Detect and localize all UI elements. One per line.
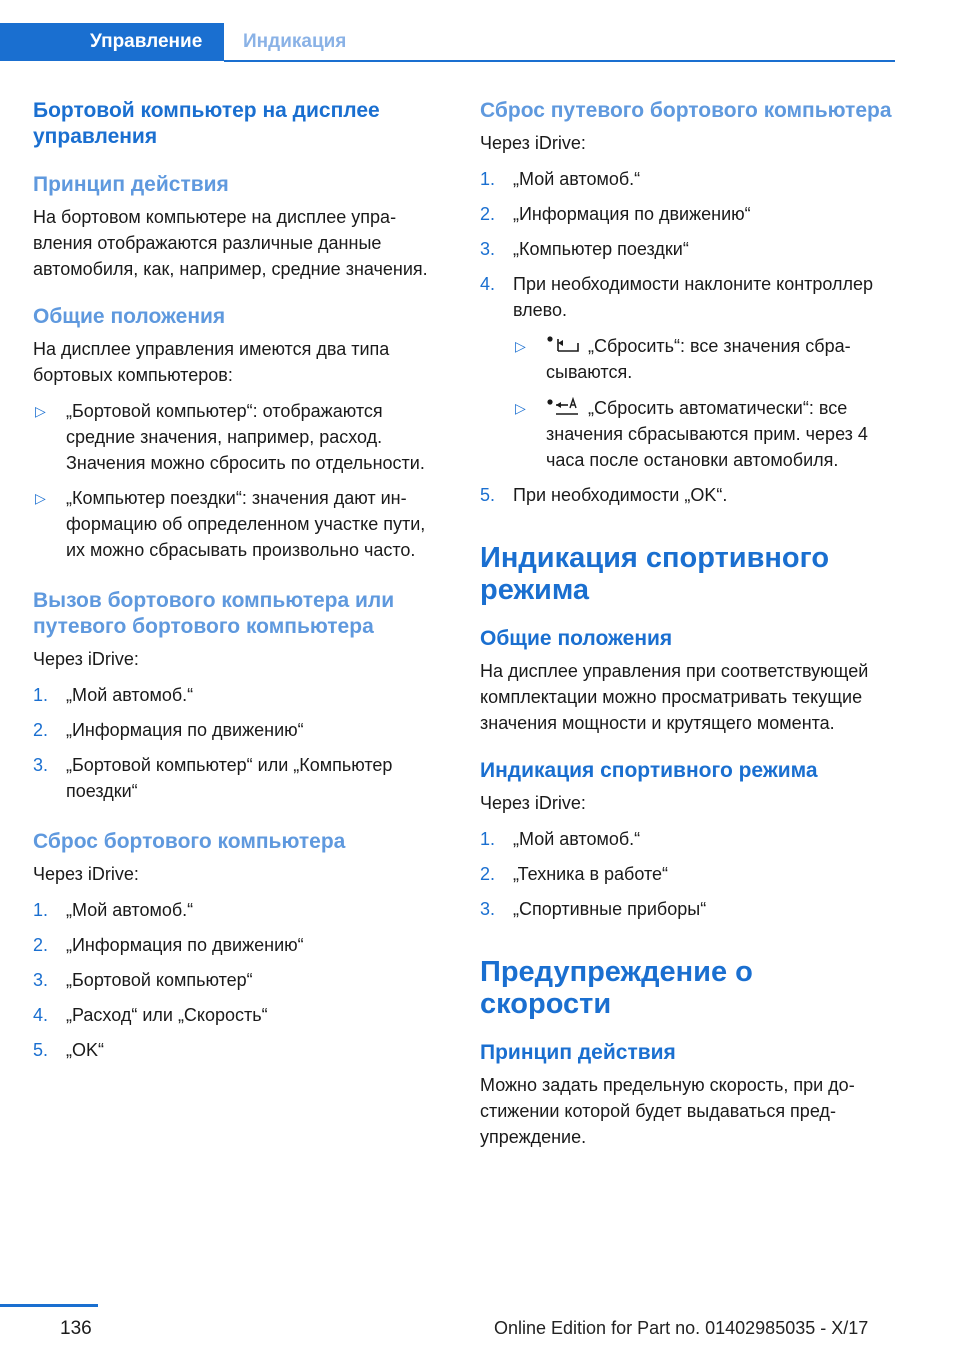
list-item (480, 271, 892, 473)
left-column (33, 98, 445, 1072)
step-text: „Мой автомоб.“ (513, 169, 641, 189)
page-header (0, 0, 960, 64)
list-item (33, 485, 445, 563)
paragraph-via-idrive: Через iDrive: (480, 133, 586, 153)
list-item (33, 1002, 445, 1028)
section-title-general: Общие положения (33, 305, 226, 328)
section-title-sport-display: Индикация спортивного режима (480, 759, 818, 782)
bullet-triangle-icon: ▷ (35, 403, 46, 419)
list-item (480, 826, 892, 852)
step-number: 2. (480, 204, 496, 224)
step-number: 2. (33, 720, 49, 740)
list-item-text: „Компьютер поездки“: значения дают информацию об определенном участке пути, их можно сбрасывать произвольно часто. (66, 488, 426, 560)
auto-reset-icon (546, 397, 582, 417)
step-text: При необходимости наклоните контроллер влево. (513, 274, 874, 320)
trip-reset-steps-list (480, 166, 892, 508)
heading-sport-display: Индикация спортивного режима (480, 542, 830, 606)
step-text: „Мой автомоб.“ (66, 685, 194, 705)
list-item (480, 861, 892, 887)
list-item (480, 896, 892, 922)
section-title-reset-trip-computer: Сброс путевого бортового компьютера (480, 99, 892, 122)
list-item (33, 717, 445, 743)
paragraph-via-idrive: Через iDrive: (480, 793, 586, 813)
sport-steps-list (480, 826, 892, 922)
step-text: „Информация по движению“ (66, 720, 304, 740)
section-title-principle: Принцип действия (33, 173, 229, 196)
list-item-text: „Сбросить автоматически“: все значения сбрасываются прим. через 4 часа после остановки автомобиля. (546, 398, 868, 470)
step-text: „Бортовой компьютер“ (66, 970, 253, 990)
list-item (480, 201, 892, 227)
step-text: „Спортивные приборы“ (513, 899, 707, 919)
step-number: 1. (33, 685, 49, 705)
step-number: 2. (480, 864, 496, 884)
step-text: „Расход“ или „Скорость“ (66, 1005, 268, 1025)
section-title-principle: Принцип действия (480, 1041, 676, 1064)
general-bullet-list (33, 398, 445, 563)
section-title-reset-computer: Сброс бортового компьютера (33, 830, 346, 853)
paragraph-via-idrive: Через iDrive: (33, 864, 139, 884)
step-text: „Информация по движению“ (513, 204, 751, 224)
list-item (513, 333, 892, 385)
sub-bullet-list (513, 333, 892, 473)
step-text: „Бортовой компьютер“ или „Компьютер поездки“ (66, 755, 393, 801)
list-item (33, 1037, 445, 1063)
tab-upravlenie[interactable]: Управление (0, 23, 224, 61)
bullet-triangle-icon: ▷ (35, 490, 46, 506)
paragraph-via-idrive: Через iDrive: (33, 649, 139, 669)
list-item (33, 932, 445, 958)
step-number: 3. (480, 899, 496, 919)
list-item (480, 236, 892, 262)
list-item (480, 166, 892, 192)
paragraph-general: На дисплее управления имеются два типа бортовых компьютеров: (33, 339, 390, 385)
step-number: 3. (33, 970, 49, 990)
list-item (513, 395, 892, 473)
list-item-text: „Сбросить“: все значения сбрасываются. (546, 336, 851, 382)
list-item (33, 752, 445, 804)
step-text: „Мой автомоб.“ (513, 829, 641, 849)
list-item (480, 482, 892, 508)
bullet-triangle-icon: ▷ (515, 400, 526, 416)
step-text: „OK“ (66, 1040, 104, 1060)
step-text: „Компьютер поездки“ (513, 239, 689, 259)
step-number: 2. (33, 935, 49, 955)
step-number: 1. (33, 900, 49, 920)
paragraph-sport-general: На дисплее управления при соответствующей комплектации можно просматривать текущие значения мощности и крутящего момента. (480, 661, 869, 733)
list-item (33, 967, 445, 993)
bullet-triangle-icon: ▷ (515, 338, 526, 354)
section-title-call-computer: Вызов бортового компьютера или путевого бортового компьютера (33, 589, 395, 638)
section-title-general: Общие положения (480, 627, 673, 650)
call-steps-list (33, 682, 445, 804)
section-title-onboard-computer: Бортовой компьютер на дисплее управления (33, 99, 380, 148)
step-text: „Мой автомоб.“ (66, 900, 194, 920)
right-column (480, 98, 892, 1150)
paragraph-speed-warning: Можно задать предельную скорость, при достижении которой будет выдаваться предупреждение. (480, 1075, 855, 1147)
step-number: 5. (480, 485, 496, 505)
step-number: 3. (33, 755, 49, 775)
step-text: „Информация по движению“ (66, 935, 304, 955)
step-number: 4. (480, 274, 496, 294)
step-text: При необходимости „OK“. (513, 485, 728, 505)
step-number: 4. (33, 1005, 49, 1025)
step-number: 1. (480, 829, 496, 849)
list-item (33, 897, 445, 923)
footer-edition-text: Online Edition for Part no. 01402985035 - X/17 (494, 1318, 869, 1338)
tab-indikatsiya[interactable]: Индикация (243, 31, 347, 52)
step-text: „Техника в работе“ (513, 864, 669, 884)
paragraph-principle: На бортовом компьютере на дисплее управления отображаются различные данные автомобиля, как, например, средние значения. (33, 207, 428, 279)
list-item (33, 398, 445, 476)
list-item-text: „Бортовой компьютер“: отображаются средние значения, например, расход. Значения можно сбросить по отдельности. (66, 401, 425, 473)
reset-icon (546, 335, 582, 355)
heading-speed-warning: Предупреждение о скорости (480, 956, 753, 1020)
list-item (33, 682, 445, 708)
step-number: 1. (480, 169, 496, 189)
reset-steps-list (33, 897, 445, 1063)
page-number: 136 (60, 1318, 92, 1339)
step-number: 5. (33, 1040, 49, 1060)
header-divider (224, 60, 895, 62)
footer-divider (0, 1304, 98, 1307)
step-number: 3. (480, 239, 496, 259)
